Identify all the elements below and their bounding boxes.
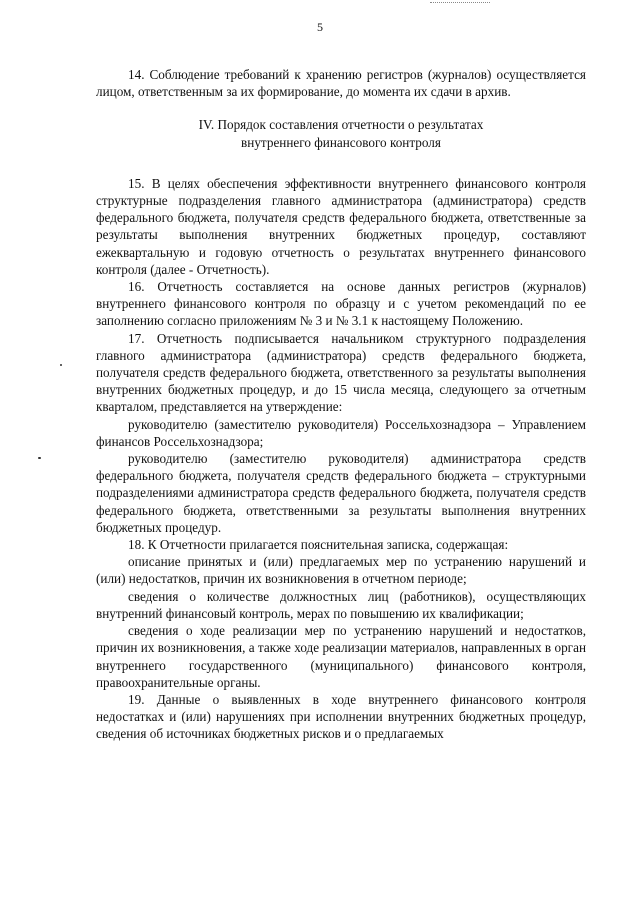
section-title-line-1: IV. Порядок составления отчетности о результатах	[198, 117, 484, 133]
paragraph-18: 18. К Отчетности прилагается пояснительная записка, содержащая:	[128, 537, 509, 553]
paragraph-18-item-1: описание принятых и (или) предлагаемых мер по устранению нарушений и (или) недостатков, причин их возникновения в отчетном периоде;	[96, 554, 586, 587]
spacer	[96, 151, 586, 175]
page-number: 5	[317, 20, 323, 34]
paragraph-17-item-1: руководителю (заместителю руководителя) Россельхознадзора – Управлением финансов Россельхознадзора;	[96, 416, 586, 449]
paragraph-14: 14. Соблюдение требований к хранению регистров (журналов) осуществляется лицом, ответственным за их формирование, до момента их сдачи в архив.	[96, 67, 586, 100]
paragraph-17-item-2: руководителю (заместителю руководителя) администратора средств федерального бюджета, получателя средств федерального бюджета – структурными подразделениями администратора средств федерального бюджета, получателя средств федерального бюджета, ответственными за результаты выполнения внутренних бюджетных процедур.	[96, 451, 586, 535]
scan-artifact	[430, 2, 490, 4]
paragraph-18-item-2: сведения о количестве должностных лиц (работников), осуществляющих внутренний финансовый контроль, мерах по повышению их квалификации;	[96, 588, 586, 621]
paragraph-17: 17. Отчетность подписывается начальником структурного подразделения главного администратора (администратора) средств федерального бюджета, получателя средств федерального бюджета, ответственного за результаты выполнения внутренних бюджетных процедур, и до 15 числа месяца, следующего за отчетным кварталом, представляется на утверждение:	[96, 330, 586, 415]
scan-speck	[60, 364, 62, 366]
document-body	[96, 66, 586, 743]
paragraph-18-item-3: сведения о ходе реализации мер по устранению нарушений и недостатков, причин их возникновения, а также ходе реализации материалов, направленных в орган внутреннего государственного (муниципального) финансового контроля, правоохранительные органы.	[96, 623, 586, 690]
scan-speck	[38, 457, 41, 459]
section-title-line-2: внутреннего финансового контроля	[241, 134, 441, 150]
paragraph-16: 16. Отчетность составляется на основе данных регистров (журналов) внутреннего финансового контроля по образцу и с учетом рекомендаций по ее заполнению согласно приложениям № 3 и № 3.1 к настоящему Положению.	[96, 279, 586, 329]
paragraph-19: 19. Данные о выявленных в ходе внутреннего финансового контроля недостатках и (или) нарушениях при исполнении внутренних бюджетных процедур, сведения об источниках бюджетных рисков и о предлагаемых	[96, 691, 586, 742]
paragraph-15: 15. В целях обеспечения эффективности внутреннего финансового контроля структурные подразделения главного администратора (администратора) средств федерального бюджета, получателя средств федерального бюджета, ответственные за результаты выполнения внутренних бюджетных процедур, составляют ежеквартальную и годовую отчетность о результатах внутреннего финансового контроля (далее - Отчетность).	[96, 175, 586, 277]
